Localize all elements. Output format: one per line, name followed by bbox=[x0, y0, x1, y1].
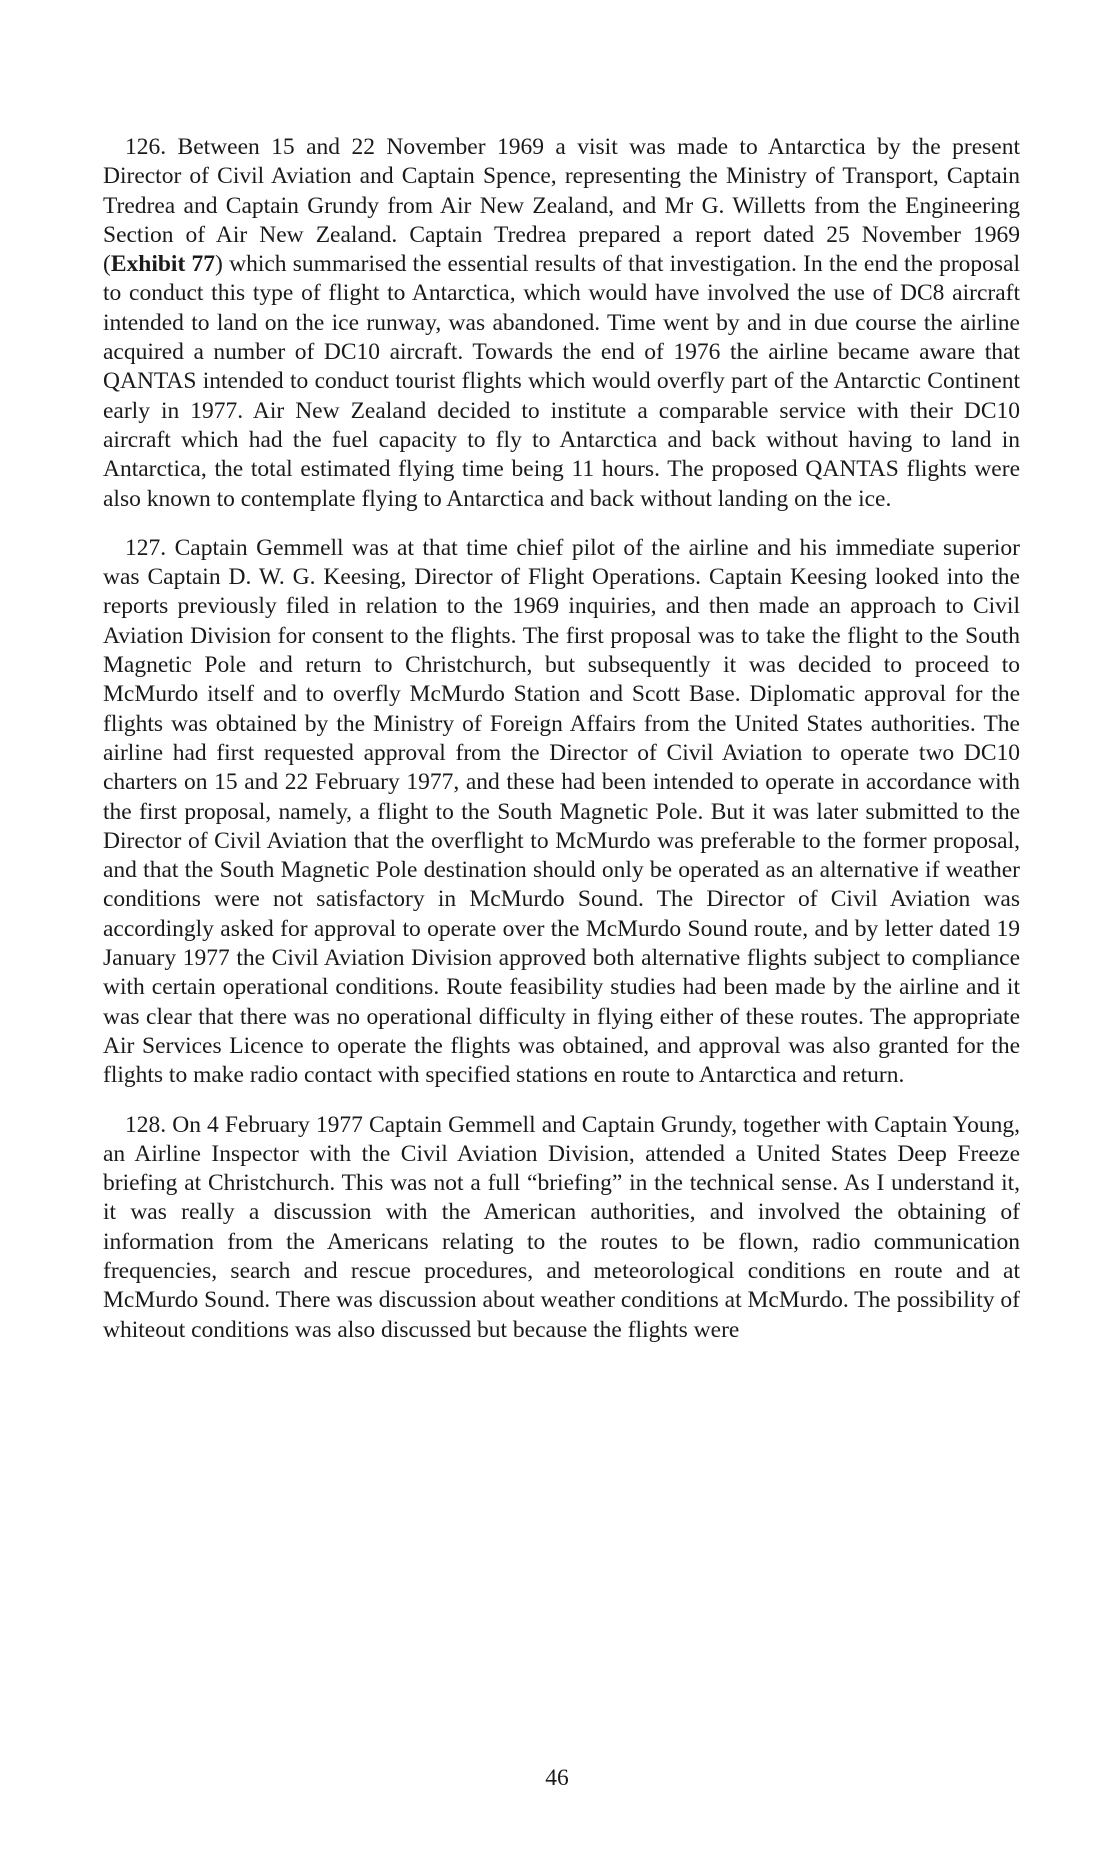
paragraph-127: 127. Captain Gemmell was at that time chief pilot of the airline and his immediate superior was Captain D. W. G. Keesing, Director of Flight Operations. Captain Keesing looked into the reports previously filed in relation to the 1969 inquiries, and then made an approach to Civil Aviation Division for consent to the flights. The first proposal was to take the flight to the South Magnetic Pole and return to Christchurch, but subsequently it was decided to proceed to McMurdo itself and to overfly McMurdo Station and Scott Base. Diplomatic approval for the flights was obtained by the Ministry of Foreign Affairs from the United States authorities. The airline had first requested approval from the Director of Civil Aviation to operate two DC10 charters on 15 and 22 February 1977, and these had been intended to operate in accordance with the first proposal, namely, a flight to the South Magnetic Pole. But it was later submitted to the Director of Civil Aviation that the overflight to McMurdo was preferable to the former proposal, and that the South Magnetic Pole destination should only be operated as an alternative if weather conditions were not satisfactory in McMurdo Sound. The Director of Civil Aviation was accordingly asked for approval to operate over the McMurdo Sound route, and by letter dated 19 January 1977 the Civil Aviation Division approved both alternative flights subject to compliance with certain operational conditions. Route feasibility studies had been made by the airline and it was clear that there was no operational difficulty in flying either of these routes. The appropriate Air Services Licence to operate the flights was obtained, and approval was also granted for the flights to make radio contact with specified stations en route to Antarctica and return. bbox=[103, 534, 1020, 1089]
page-number: 46 bbox=[545, 1765, 569, 1791]
document-body bbox=[103, 133, 1020, 1365]
paragraph-126-text-b: ) which summarised the essential results of that investigation. In the end the proposal to conduct this type of flight to Antarctica, which would have involved the use of DC8 aircraft intended to land on the ice runway, was abandoned. Time went by and in due course the airline acquired a number of DC10 aircraft. Towards the end of 1976 the airline became aware that QANTAS intended to conduct tourist flights which would overfly part of the Antarctic Continent early in 1977. Air New Zealand decided to institute a comparable service with their DC10 aircraft which had the fuel capacity to fly to Antarctica and back without having to land in Antarctica, the total estimated flying time being 11 hours. The proposed QANTAS flights were also known to contemplate flying to Antarctica and back without landing on the ice. bbox=[103, 251, 1021, 512]
paragraph-126 bbox=[103, 133, 1020, 514]
paragraph-128: 128. On 4 February 1977 Captain Gemmell and Captain Grundy, together with Captain Young, an Airline Inspector with the Civil Aviation Division, attended a United States Deep Freeze briefing at Christchurch. This was not a full “briefing” in the technical sense. As I understand it, it was really a discussion with the American authorities, and involved the obtaining of information from the Americans relating to the routes to be flown, radio communication frequencies, search and rescue procedures, and meteorological conditions en route and at McMurdo Sound. There was discussion about weather conditions at McMurdo. The possibility of whiteout conditions was also discussed but because the flights were bbox=[103, 1111, 1020, 1343]
paragraph-126-text-a: 126. Between 15 and 22 November 1969 a visit was made to Antarctica by the present Director of Civil Aviation and Captain Spence, representing the Ministry of Transport, Captain Tredrea and Captain Grundy from Air New Zealand, and Mr G. Willetts from the Engineering Section of Air New Zealand. Captain Tredrea prepared a report dated 25 November 1969 ( bbox=[103, 134, 1020, 278]
exhibit-reference: Exhibit 77 bbox=[110, 251, 216, 278]
